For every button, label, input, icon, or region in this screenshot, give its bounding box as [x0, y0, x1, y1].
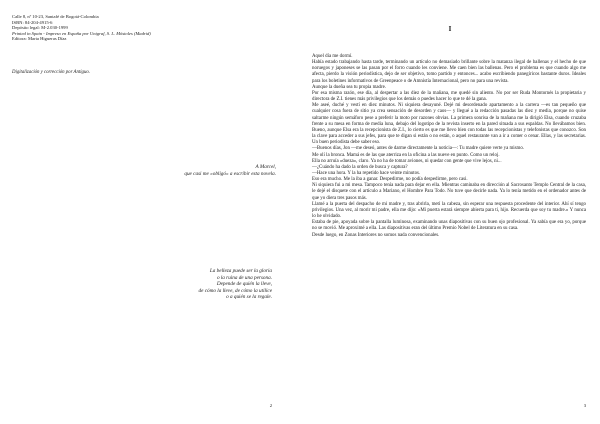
paragraph: Eso era mucho. Me la iba a ganar. Despedirme, no podía despedirme, pero casi.: [312, 177, 468, 183]
dedication: [184, 164, 276, 177]
epigraph-line: Depende de quién la lleve,: [216, 281, 272, 288]
credits-line: Printed in Spain - Impreso en España por Unigraf, S. L. Móstoles (Madrid): [12, 30, 151, 36]
dedication-author: A Marcel,: [255, 164, 276, 170]
credits-line: Editora: Marta Higueras Díaz: [12, 36, 67, 42]
epigraph: [199, 268, 272, 301]
paragraph: Estaba de pie, apoyada sobre la pantalla luminosa, examinando unas diapositivas con su buen ojo profesional. Ya sabía que era yo, porque no se movió. Me aproximé a ella. Las diapositivas eran del último Premio Nobel de Literatura en su casa.: [312, 220, 586, 232]
epigraph-line: o la ruina de una persona.: [216, 274, 272, 281]
paragraph: —Hace una hora. Y la ha repetido hace veinte minutos.: [312, 170, 421, 176]
paragraph: Me aseé, duché y vestí en diez minutos. Ni siquiera desayuné. Dejé mi desordenado apartamento a la carrera —es tan pequeño que cualquier cosa fuera de sitio ya crea sensación de desorden y caos— y llegué a la redacción pasadas las diez y media, porque no quise saltarme ningún semáforo pese a preferir la moto por razones obvias. La primera sonrisa de la mañana me la dirigió Elsa, cuando cruzaba frente a su mesa en forma de media luna, debajo del logotipo de la revista inserto en la pared situada a sus espaldas. No llevábamos bien. Bueno, aunque Elsa era la recepcionista de Z.I., lo cierto es que me llevo bien con todas las recepcionistas y telefonistas que conozco. Son la clave para acceder a sus jefes, para que te digan si están o no están, o aquel restaurante van a ir a comer o cenar. Ellas, y las secretarias. Un buen periodista debe saber eso.: [312, 103, 586, 146]
paragraph: Había estado trabajando hasta tarde, terminando un artículo no demasiado brillante sobre la matanza ilegal de ballenas y el hecho de que noruegos y japoneses se las pasan por el forro cuando les conviene. Me caen bien las ballenas. Pero el problema es que cuando algo me afecta, pierdo la visión periodística, dejo de ser objetivo, tomo partido y entonces... acabo escribiendo panegíricos bastante duros. Ideales para los boletines informativos de Greenpeace o de Amnistía Internacional, pero no para una revista.: [312, 60, 586, 84]
credits-line: Depósito legal: M-2.030-1999: [12, 25, 68, 31]
paragraph: —¿Cuándo ha dado la orden de busca y captura?: [312, 164, 408, 170]
chapter-number: I: [448, 25, 452, 33]
epigraph-line: La belleza puede ser la gloria: [209, 268, 272, 274]
epigraph-line: o a quién se la regale.: [226, 294, 272, 301]
paragraph: Ella no arruía «dueza», claro. Ya no ha de tomar aviones, ni quedar con gente que vive lejos, ni...: [312, 158, 502, 164]
paragraph: Por esa misma razón, ese día, al despertar a las diez de la mañana, me quedé sin aliento. No por ser Ruda Montornés la propietaria y directora de Z.I. tienes más privilegios que los demás o puedes hacer lo que te dé la gana.: [312, 90, 586, 103]
right-page: [300, 0, 600, 424]
paragraph: Me olí la bronca. Mamá es de las que aterriza en la oficina a las nueve en punto. Como un reloj.: [312, 152, 500, 158]
paragraph: Desde luego, en Zonas Interiores no somos nada convencionales.: [312, 232, 440, 238]
credits-block: [12, 14, 212, 42]
epigraph-line: de cómo la lleve, de cómo la utilice: [198, 287, 272, 294]
paragraph: Aquel día me dormí.: [312, 54, 353, 59]
paragraph: Aunque la dueña sea tu propia madre.: [312, 84, 387, 90]
paragraph: —Buenos días, Jon —me deseó, antes de darme directamente la noticia—: Tu madre quiere verte ya mismo.: [312, 146, 525, 152]
credits-line: Calle 8, nº 10-23, Santafé de Bogotá-Colombia: [12, 14, 99, 19]
body-text: [312, 54, 586, 239]
paragraph: Ni siquiera fui a mi mesa. Tampoco tenía nada para dejar en ella. Mientras caminaba en dirección al Sacrosanto Templo Central de la casa, le dejé el disquete con el artículo a Mariano, el Hombre Para Todo. No tuve que decirle nada. Ya lo tenía metido en el ordenador antes de que yo diera tres pasos más.: [312, 183, 586, 201]
dedication-line: que casi me «obligó» a escribir esta novela.: [184, 170, 276, 177]
page-number-left: 2: [269, 403, 272, 408]
page-number-right: 3: [583, 403, 586, 408]
credits-line: ISBN: 84-204-4915-6: [12, 19, 53, 25]
digitization-note: Digitalización y corrección por Antiguo.: [12, 70, 90, 75]
paragraph: Llamé a la puerta del despacho de mi madre y, tras abrirla, metí la cabeza, sin esperar una respuesta procedente del interior. Ahí sí tengo privilegios. Una vez, al morir mi padre, ella me dijo: «Mi puerta estará siempre abierta para ti, hijo. Recuerda que soy tu madre.» Y nunca lo he olvidado.: [312, 201, 586, 220]
